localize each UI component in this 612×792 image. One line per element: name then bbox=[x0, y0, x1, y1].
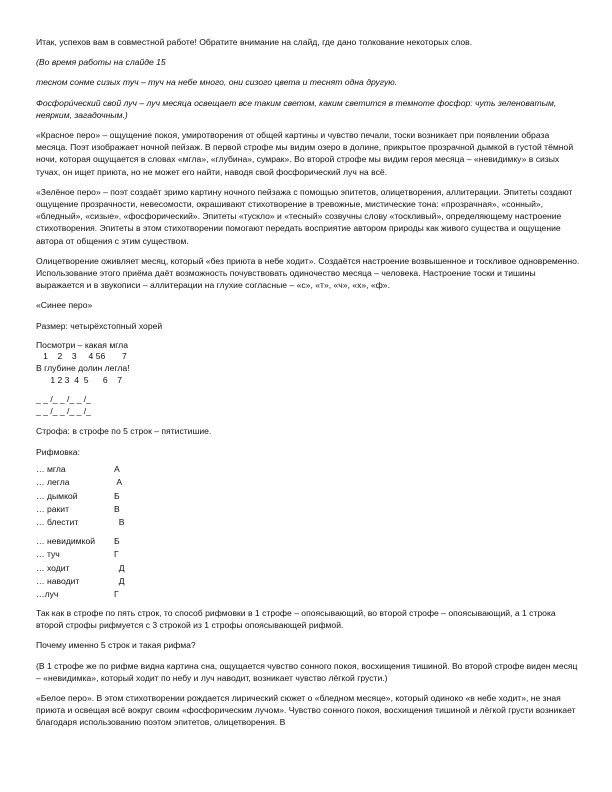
rhyme-letter: Г bbox=[114, 589, 119, 600]
rhyme-title: Рифмовка: bbox=[36, 446, 80, 457]
rhyme-letter: В bbox=[114, 517, 125, 528]
rhyme-letter: Д bbox=[114, 576, 125, 587]
rhyme-letter: А bbox=[114, 477, 123, 488]
rhyme-word: … наводит bbox=[36, 576, 80, 587]
stanza-line: Строфа: в строфе по 5 строк – пятистишие. bbox=[36, 426, 212, 437]
rhyme-row bbox=[36, 548, 581, 561]
rhyme-row bbox=[36, 503, 581, 516]
rhyme-row bbox=[36, 476, 581, 489]
rhyme-letter: А bbox=[114, 463, 120, 474]
rhyme-word: … ходит bbox=[36, 562, 70, 573]
slide-note: (Во время работы на слайде 15 bbox=[36, 57, 166, 68]
meter-line: Размер: четырёхстопный хорей bbox=[36, 320, 163, 331]
scansion-numbers-2: 1 2 3 4 5 6 7 bbox=[36, 374, 122, 385]
personification-paragraph: Олицетворение оживляет месяц, который «без приюта в небе ходит». Создаётся настроение возвышенное и тоскливое одновременно. Использование этого приёма даёт возможность почувствовать одиночество месяца – человека. Настроение тоски и тишины выражается и в звукописи – аллитерации на глухие согласные – «с», «т», «ч», «х», «ф». bbox=[36, 255, 580, 291]
rhyme-row bbox=[36, 463, 581, 476]
green-pen-paragraph: «Зелёное перо» – поэт создаёт зримо картину ночного пейзажа с помощью эпитетов, олицетворения, аллитерации. Эпитеты создают ощущение прозрачности, невесомости, окрашивают стихотворение в тревожные, мистические тона: «прозрачная», «сонный», «бледный», «сизые», «фосфорический». Эпитеты «тускло» и «тесный» созвучны слову «тоскливый», определяющему настроение стихотворения. Эпитеты в этом стихотворении помогают передать восприятие автором природы как живого существа и ощущение автора от общения с этим существом. bbox=[36, 186, 573, 246]
rhyme-word: … блестит bbox=[36, 517, 79, 528]
rhyme-letter: Д bbox=[114, 562, 125, 573]
rhyme-word: …луч bbox=[36, 589, 59, 600]
metric-scheme-1: _ _ /_ _ /_ _ /_ bbox=[36, 394, 91, 405]
question-line: Почему именно 5 строк и такая рифма? bbox=[36, 640, 196, 651]
scansion-line-1: Посмотри – какая мгла bbox=[36, 339, 128, 350]
metric-scheme-2: _ _ /_ _ /_ _ /_ bbox=[36, 405, 91, 416]
rhyme-row bbox=[36, 575, 581, 588]
rhyme-word: … туч bbox=[36, 549, 60, 560]
blue-pen-heading: «Синее перо» bbox=[36, 300, 93, 311]
rhyme-letter: Б bbox=[114, 535, 120, 546]
rhyme-list-stanza-2 bbox=[36, 535, 581, 602]
definition-clouds: тесном сонме сизых туч – туч на небе много, они сизого цвета и теснят одна другую. bbox=[36, 77, 398, 88]
white-pen-paragraph: «Белое перо». В этом стихотворении рождается лирический сюжет о «бледном месяце», который одиноко «в небе ходит», не зная приюта и освещая всё вокруг своим «фосфорическим лучом». Чувство сонного покоя, восхищения тишиной и лёгкой грусти возникает благодаря использованию поэтом эпитетов, олицетворения. В bbox=[36, 692, 576, 728]
scansion-line-2: В глубине долин легла! bbox=[36, 363, 130, 374]
rhyme-word: … невидимкой bbox=[36, 535, 96, 546]
document-page bbox=[36, 36, 581, 729]
answer-paragraph: (В 1 строфе же по рифме видна картина сна, ощущается чувство сонного покоя, восхищения тишиной. Во второй строфе виден месяц – «невидимка», который ходит по небу и луч наводит, возникает чувство лёгкой грусти.) bbox=[36, 660, 578, 683]
rhyme-row bbox=[36, 490, 581, 503]
rhyme-list-stanza-1 bbox=[36, 463, 581, 530]
rhyme-word: … легла bbox=[36, 477, 70, 488]
rhyme-word: … мгла bbox=[36, 463, 66, 474]
rhyme-row bbox=[36, 516, 581, 529]
definition-phosphoric: Фосфори́ческий свой луч – луч месяца освещает все таким светом, каким светится в темноте фосфор: чуть зеленоватым, неярким, загадочным.) bbox=[36, 97, 557, 120]
rhyme-word: … дымкой bbox=[36, 490, 78, 501]
rhyme-letter: Г bbox=[114, 549, 119, 560]
rhyme-row bbox=[36, 588, 581, 601]
rhyme-row bbox=[36, 562, 581, 575]
scansion-numbers-1: 1 2 3 4 56 7 bbox=[36, 351, 127, 362]
intro-paragraph: Итак, успехов вам в совместной работе! Обратите внимание на слайд, где дано толкование некоторых слов. bbox=[36, 37, 473, 47]
rhyme-word: … ракит bbox=[36, 504, 70, 515]
rhyme-row bbox=[36, 535, 581, 548]
rhyme-letter: В bbox=[114, 504, 120, 515]
red-pen-paragraph: «Красное перо» – ощущение покоя, умиротворения от общей картины и чувство печали, тоски возникает при появлении образа месяца. Поэт изображает ночной пейзаж. В первой строфе мы видим озеро в долине, прикрытое прозрачной дымкой в густой тёмной ночи, которая ощущается в словах «мгла», «глубина», сумрак». Во второй строфе мы видим героя месяца – «невидимку» в сизых тучах, он ищет приюта, но не может его найти, наводя свой фосфорический луч на всё. bbox=[36, 130, 574, 177]
rhyme-letter: Б bbox=[114, 490, 120, 501]
rhyme-conclusion: Так как в строфе по пять строк, то способ рифмовки в 1 строфе – опоясывающий, во второй строфе – опоясывающий, а 1 строка второй строфы рифмуется с 3 строкой из 1 строфы опоясывающей рифмой. bbox=[36, 607, 556, 631]
